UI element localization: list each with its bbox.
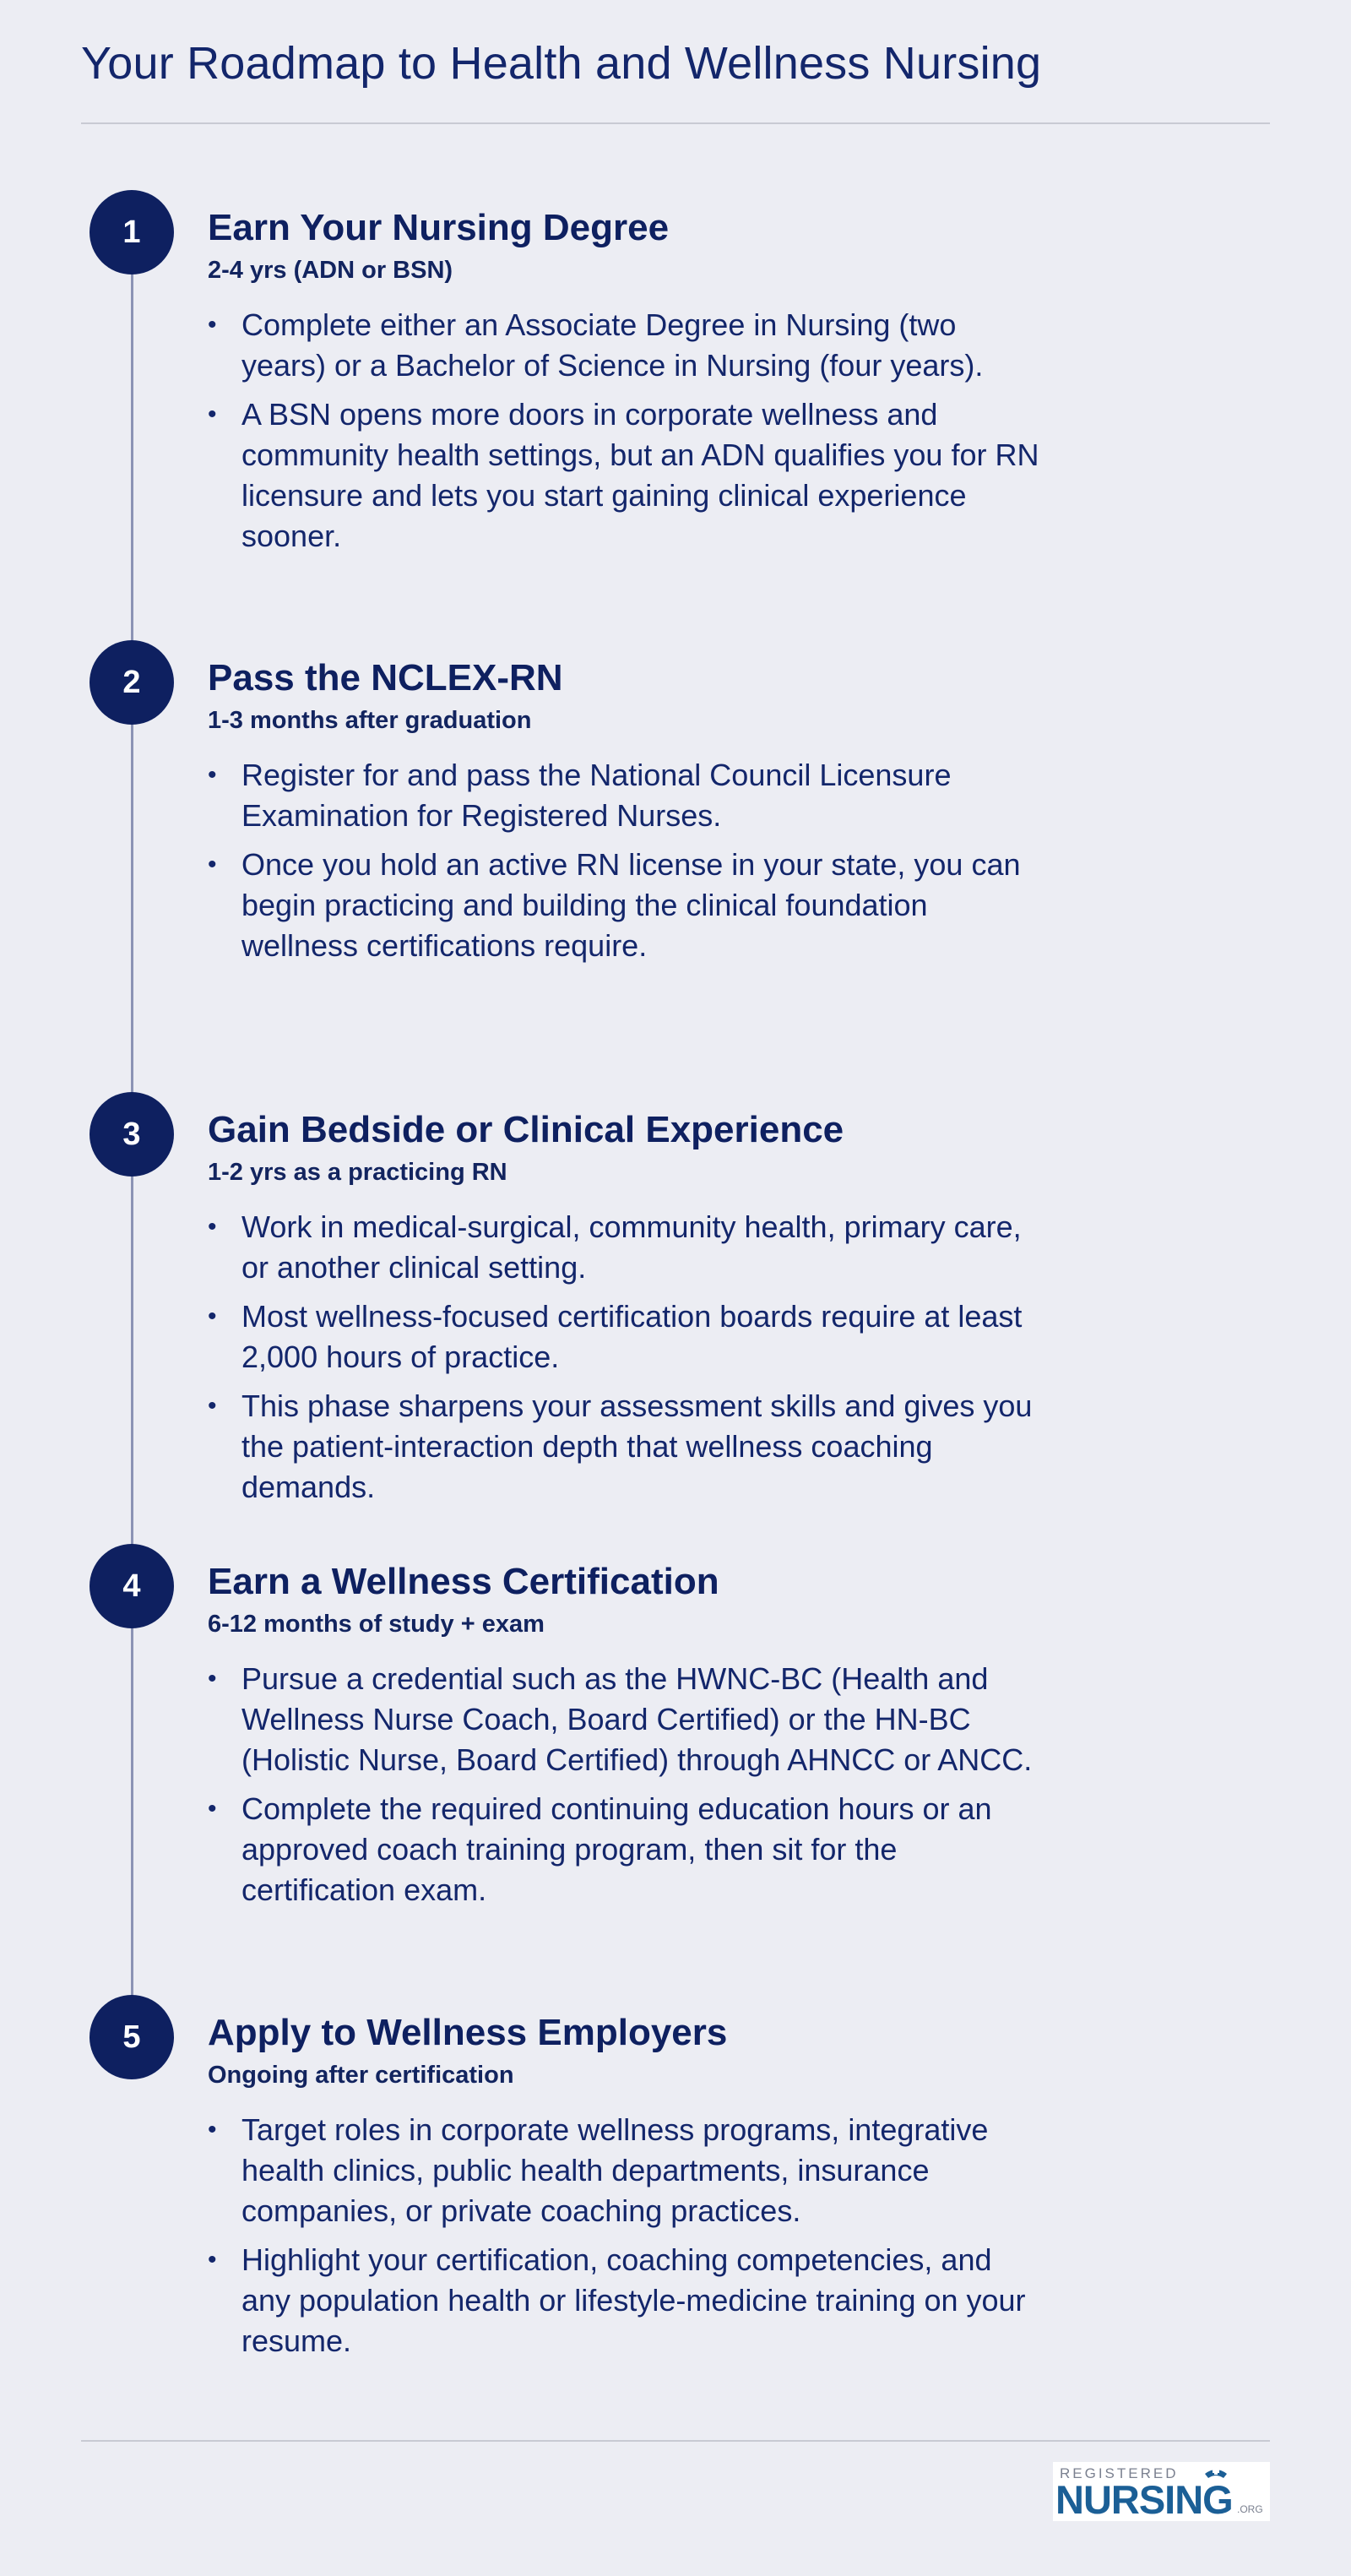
step-timeframe: 2-4 yrs (ADN or BSN): [208, 257, 453, 284]
step-content: [208, 1107, 1044, 1516]
step-content: [208, 1559, 1044, 1919]
step-title: Earn a Wellness Certification: [208, 1561, 719, 1602]
bullet-item: • Complete the required continuing education hours or an approved coach training program, then sit for the certification exam.: [208, 1789, 1044, 1910]
step-number-badge: 5: [90, 1995, 174, 2079]
bullet-item: • Most wellness-focused certification boards require at least 2,000 hours of practice.: [208, 1296, 1044, 1378]
step-bullet-list: [208, 1207, 1044, 1508]
step-number-badge: 3: [90, 1092, 174, 1177]
bullet-item: • Once you hold an active RN license in your state, you can begin practicing and building the clinical foundation wellness certifications require.: [208, 845, 1044, 966]
bullet-item: • Work in medical-surgical, community health, primary care, or another clinical setting.: [208, 1207, 1044, 1288]
step-title: Apply to Wellness Employers: [208, 2012, 728, 2053]
bullet-item: • Highlight your certification, coaching competencies, and any population health or lifestyle-medicine training on your resume.: [208, 2240, 1044, 2361]
bullet-item: • Complete either an Associate Degree in Nursing (two years) or a Bachelor of Science in Nursing (four years).: [208, 305, 1044, 386]
bullet-item: • Target roles in corporate wellness programs, integrative health clinics, public health departments, insurance companies, or private coaching practices.: [208, 2110, 1044, 2231]
step-title: Pass the NCLEX-RN: [208, 657, 563, 698]
step-bullet-list: [208, 755, 1044, 966]
step-bullet-list: [208, 2110, 1044, 2361]
footer-divider: [81, 2440, 1270, 2442]
step-content: [208, 2010, 1044, 2370]
step-timeframe: 1-2 yrs as a practicing RN: [208, 1159, 507, 1186]
bullet-item: • A BSN opens more doors in corporate wellness and community health settings, but an ADN qualifies you for RN licensure and lets you start gaining clinical experience sooner.: [208, 394, 1044, 557]
header-divider: [81, 122, 1270, 124]
step-title: Earn Your Nursing Degree: [208, 207, 670, 248]
step-timeframe: 6-12 months of study + exam: [208, 1611, 545, 1638]
logo-registered-text: REGISTERED: [1060, 2465, 1179, 2481]
step-bullet-list: [208, 305, 1044, 557]
registered-nursing-logo[interactable]: [1053, 2462, 1270, 2521]
step-timeframe: Ongoing after certification: [208, 2062, 514, 2089]
bullet-item: • This phase sharpens your assessment skills and gives you the patient-interaction depth that wellness coaching demands.: [208, 1386, 1044, 1508]
bullet-item: • Register for and pass the National Council Licensure Examination for Registered Nurses.: [208, 755, 1044, 836]
logo-nursing-text: NURSING: [1055, 2477, 1233, 2522]
step-bullet-list: [208, 1659, 1044, 1910]
bullet-item: • Pursue a credential such as the HWNC-BC (Health and Wellness Nurse Coach, Board Certified) or the HN-BC (Holistic Nurse, Board Certified) through AHNCC or ANCC.: [208, 1659, 1044, 1780]
page-title: Your Roadmap to Health and Wellness Nursing: [81, 38, 1042, 89]
logo-org-text: .ORG: [1237, 2503, 1263, 2515]
step-title: Gain Bedside or Clinical Experience: [208, 1109, 844, 1150]
step-content: [208, 655, 1044, 975]
step-content: [208, 205, 1044, 565]
step-timeframe: 1-3 months after graduation: [208, 707, 532, 734]
step-number-badge: 2: [90, 640, 174, 725]
step-number-badge: 1: [90, 190, 174, 274]
step-number-badge: 4: [90, 1544, 174, 1628]
